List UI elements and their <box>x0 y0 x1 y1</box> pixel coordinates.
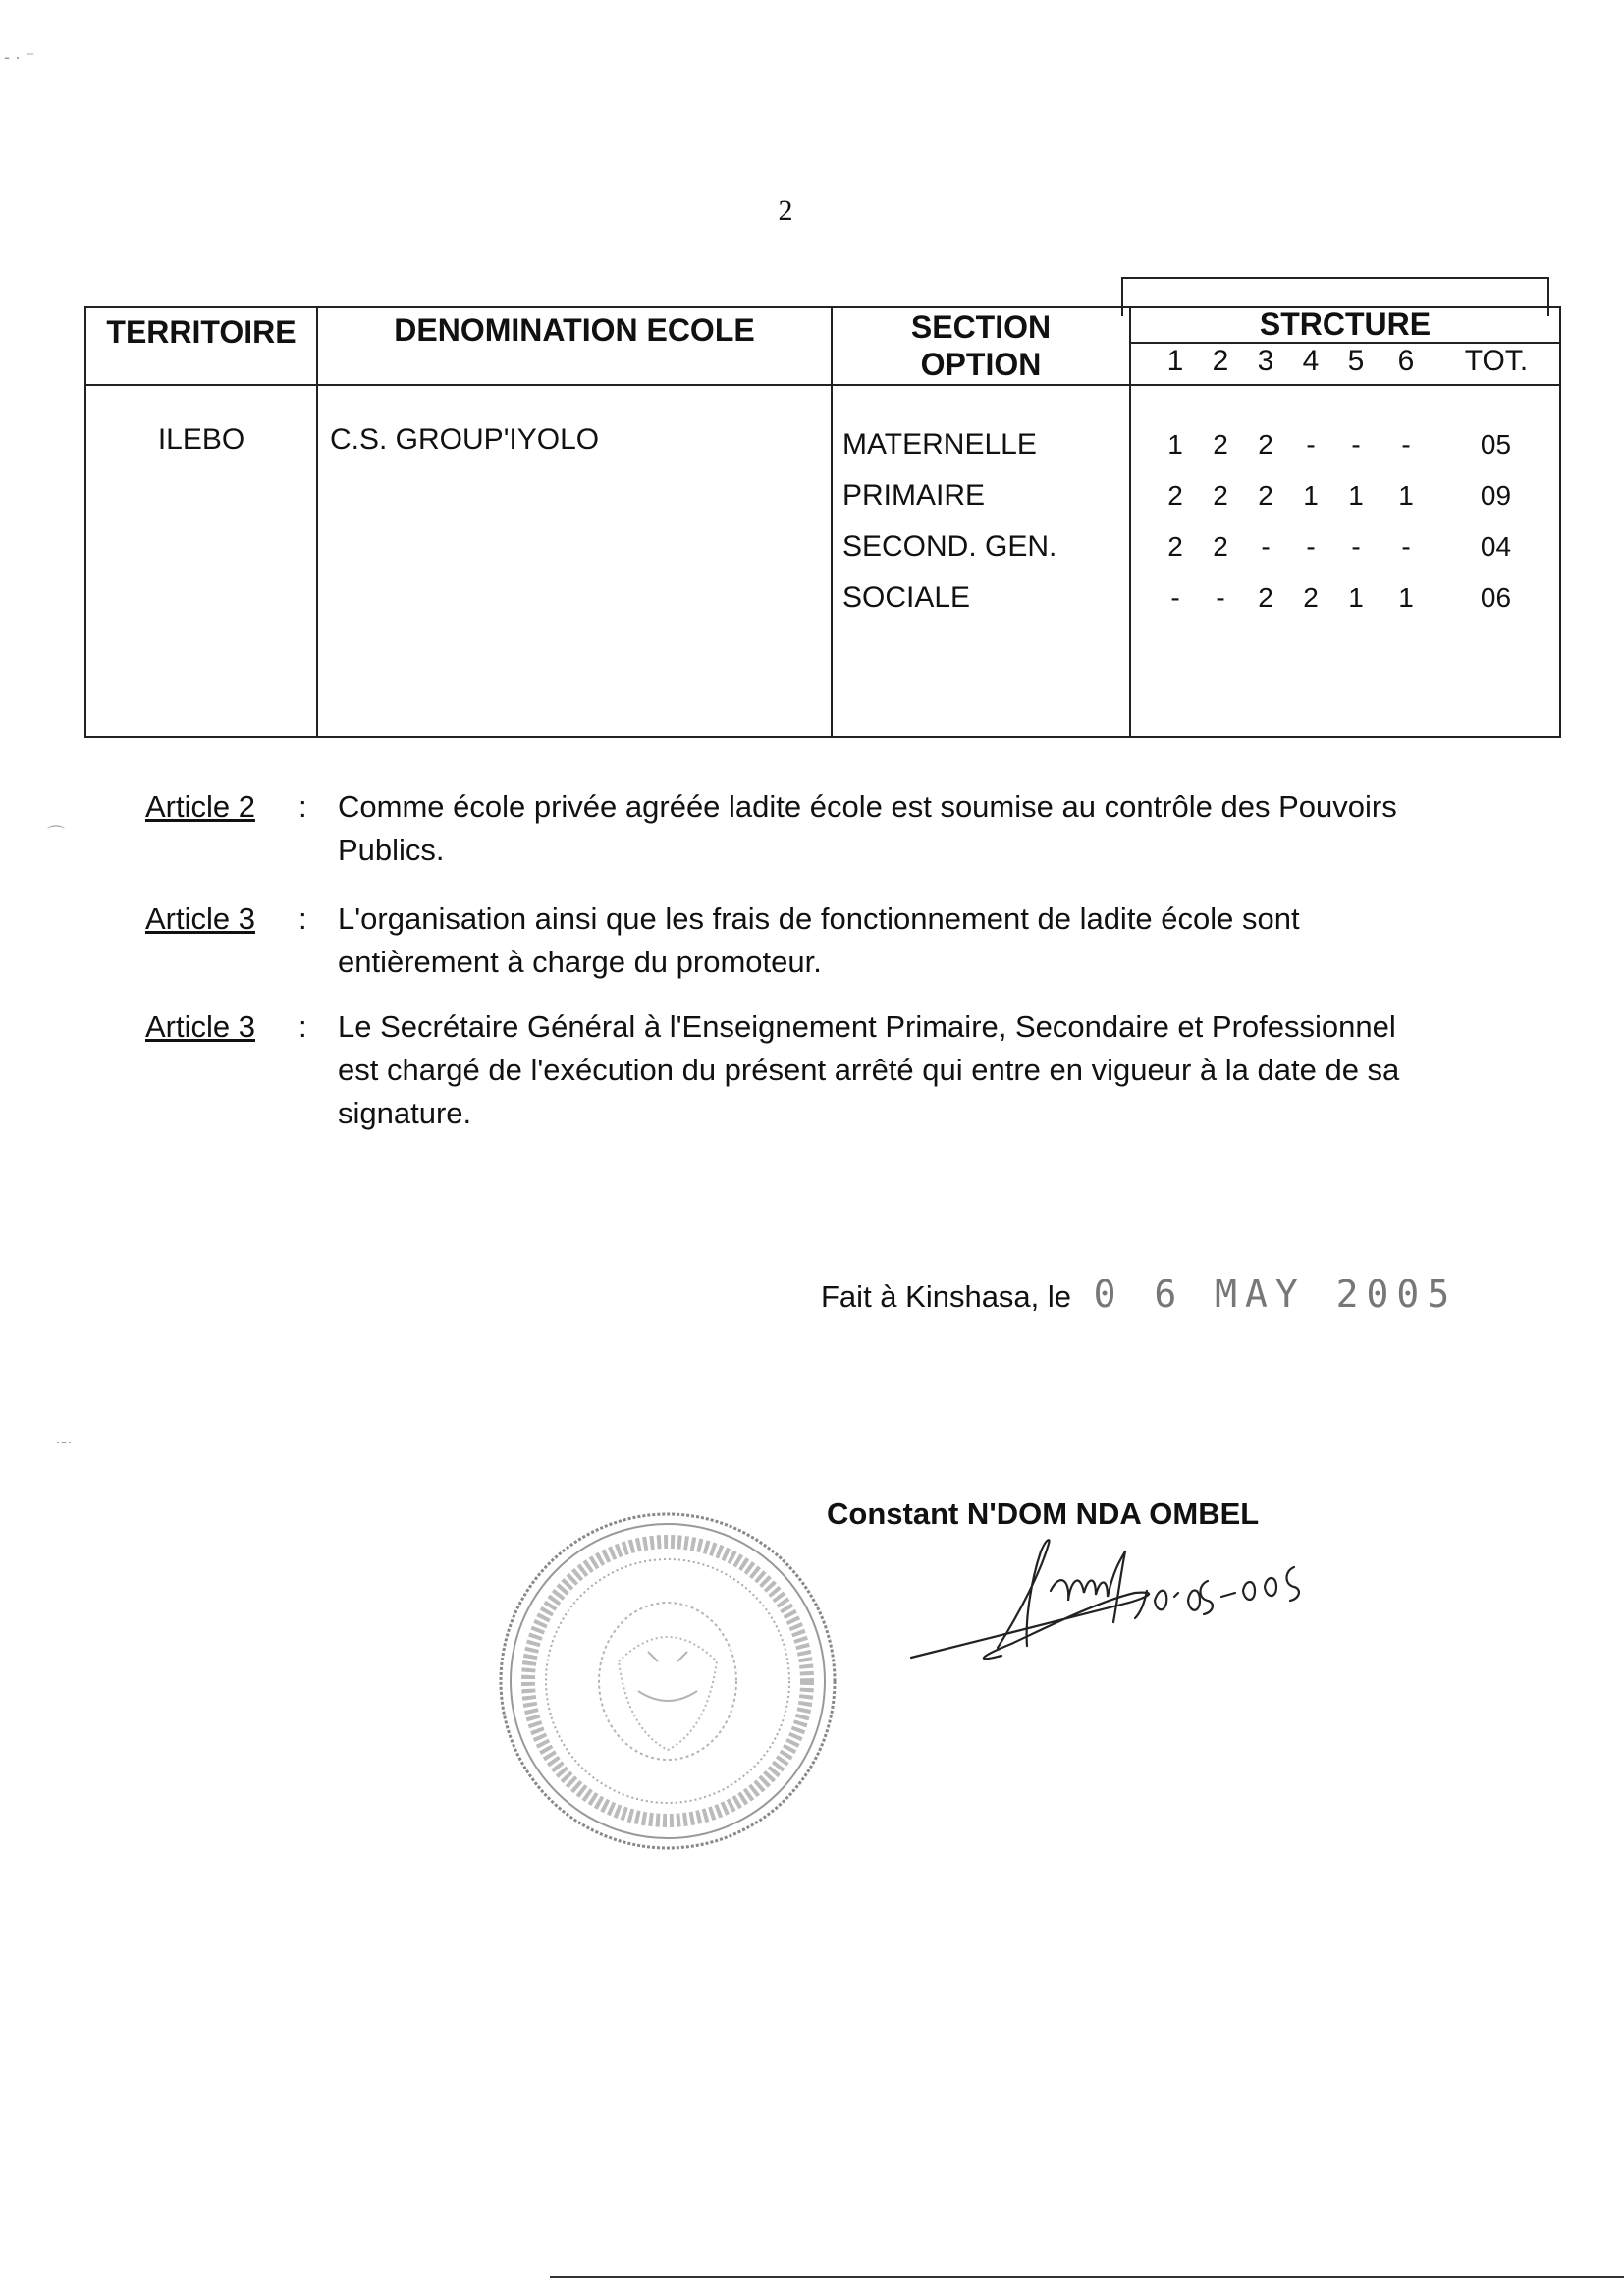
cell-structure-values <box>1130 385 1560 737</box>
grade-2: 2 <box>1212 345 1229 377</box>
header-structure-title: STRCTURE <box>1259 306 1432 342</box>
value-cell: - <box>1306 531 1316 562</box>
grade-total: TOT. <box>1464 345 1529 377</box>
value-cell: 2 <box>1167 531 1183 562</box>
signer-name: Constant N'DOM NDA OMBEL <box>827 1497 1260 1531</box>
total-cell: 05 <box>1480 429 1512 460</box>
cell-denomination: C.S. GROUP'IYOLO <box>317 385 832 737</box>
value-cell: 1 <box>1348 480 1364 511</box>
official-seal <box>491 1504 844 1858</box>
value-cell: - <box>1261 531 1271 562</box>
article-label: Article 3 <box>145 1009 255 1044</box>
article-colon: : <box>298 901 307 936</box>
value-cell: - <box>1306 429 1316 460</box>
value-cell: 2 <box>1258 480 1273 511</box>
value-cell: - <box>1351 531 1361 562</box>
total-cell: 09 <box>1480 480 1512 511</box>
structure-row-second-gen <box>1131 521 1558 572</box>
structure-row-maternelle <box>1131 419 1558 470</box>
grade-5: 5 <box>1347 345 1365 377</box>
value-cell: 1 <box>1398 480 1414 511</box>
section-sociale: SOCIALE <box>842 581 971 614</box>
grade-3: 3 <box>1257 345 1274 377</box>
value-cell: 2 <box>1213 480 1228 511</box>
date-stamp: 0 6 MAY 2005 <box>1093 1273 1458 1316</box>
cell-sections <box>832 385 1130 737</box>
value-cell: - <box>1401 429 1411 460</box>
header-section-option <box>832 307 1130 385</box>
page-number: 2 <box>778 194 793 227</box>
scan-speck: ·-· <box>55 1432 73 1451</box>
article-label: Article 2 <box>145 789 255 824</box>
structure-row-sociale <box>1131 572 1558 624</box>
page-bottom-edge <box>550 2276 1624 2278</box>
value-cell: 2 <box>1303 582 1319 613</box>
value-cell: 2 <box>1167 480 1183 511</box>
value-cell: - <box>1170 582 1180 613</box>
grade-1: 1 <box>1166 345 1184 377</box>
value-cell: 1 <box>1348 582 1364 613</box>
value-cell: - <box>1401 531 1411 562</box>
article-colon: : <box>298 789 307 824</box>
grade-4: 4 <box>1302 345 1320 377</box>
header-denomination: DENOMINATION ECOLE <box>317 307 832 385</box>
value-cell: 2 <box>1258 582 1273 613</box>
scan-speck: - · ⁻ <box>4 47 35 67</box>
place-text: Fait à Kinshasa, le <box>821 1279 1072 1314</box>
header-territoire: TERRITOIRE <box>85 307 317 385</box>
article-text: Le Secrétaire Général à l'Enseignement Primaire, Secondaire et Professionnel est chargé de l'exécution du présent arrêté qui entre en vigueur à la date de sa signature. <box>338 1009 1400 1130</box>
section-second-gen: SECOND. GEN. <box>842 530 1057 563</box>
total-cell: 06 <box>1480 582 1512 613</box>
scan-mark: ⌒ <box>47 825 65 844</box>
header-option: OPTION <box>920 347 1042 382</box>
article-text: L'organisation ainsi que les frais de fonctionnement de ladite école sont entièrement à charge du promoteur. <box>338 901 1300 979</box>
handwritten-signature <box>903 1532 1375 1699</box>
cell-territoire: ILEBO <box>85 385 317 737</box>
value-cell: 1 <box>1167 429 1183 460</box>
structure-row-primaire <box>1131 470 1558 521</box>
value-cell: 1 <box>1303 480 1319 511</box>
section-primaire: PRIMAIRE <box>842 479 986 512</box>
grade-6: 6 <box>1397 345 1415 377</box>
grade-header-row <box>1131 342 1559 379</box>
place-and-date <box>821 1273 1457 1316</box>
value-cell: - <box>1351 429 1361 460</box>
total-cell: 04 <box>1480 531 1512 562</box>
value-cell: - <box>1216 582 1225 613</box>
header-section: SECTION <box>910 309 1052 345</box>
article-colon: : <box>298 1009 307 1044</box>
section-maternelle: MATERNELLE <box>842 428 1037 461</box>
article-text: Comme école privée agréée ladite école est soumise au contrôle des Pouvoirs Publics. <box>338 789 1397 867</box>
article-label: Article 3 <box>145 901 255 936</box>
value-cell: 1 <box>1398 582 1414 613</box>
header-structure <box>1130 307 1560 385</box>
value-cell: 2 <box>1213 531 1228 562</box>
value-cell: 2 <box>1258 429 1273 460</box>
value-cell: 2 <box>1213 429 1228 460</box>
